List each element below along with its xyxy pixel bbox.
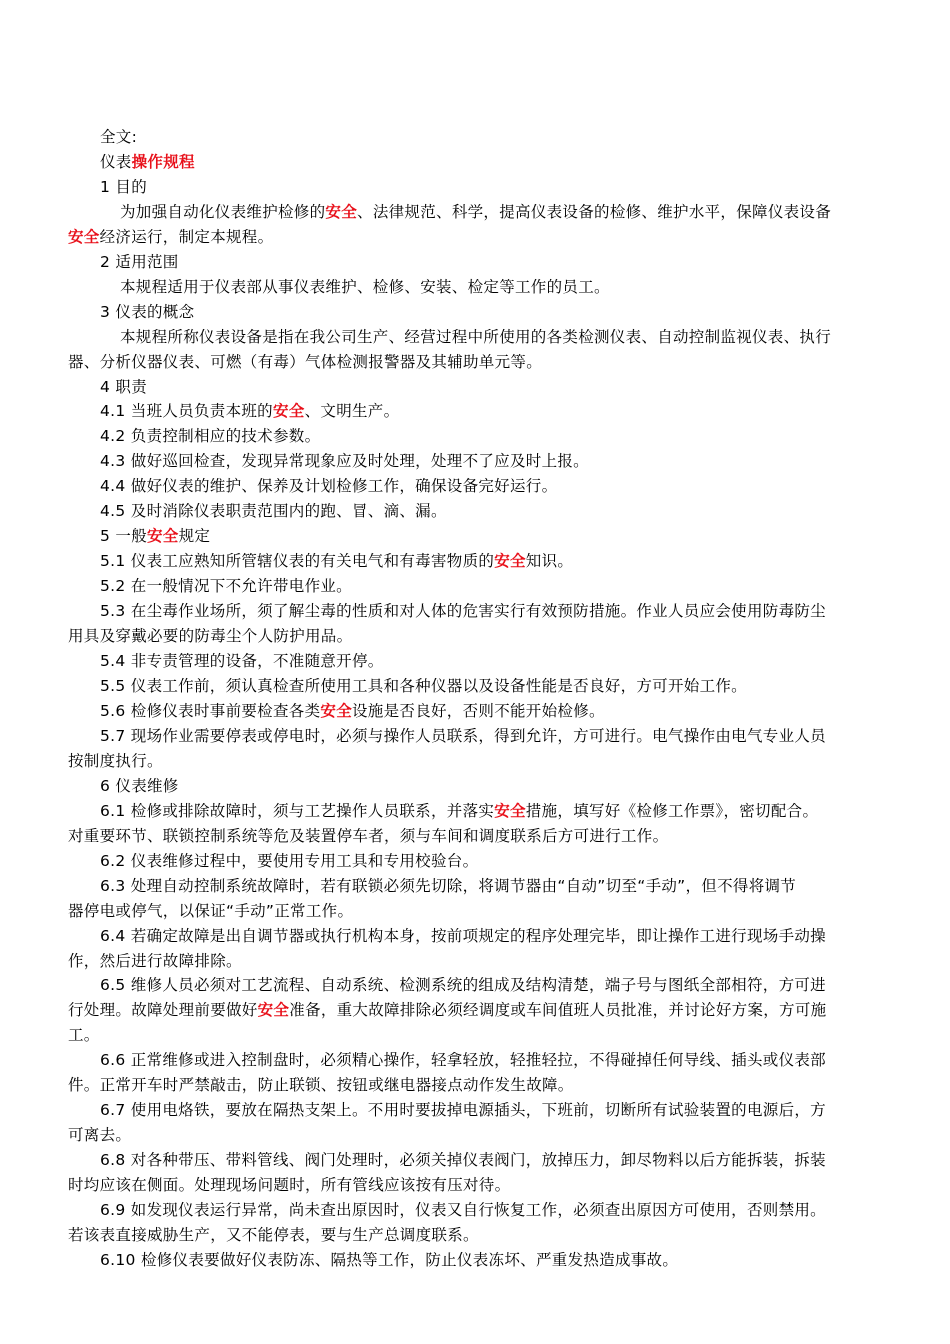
highlight-text: 安全 [257, 1001, 290, 1019]
text-line [120, 326, 831, 348]
text-run: 3 仪表的概念 [100, 303, 195, 321]
text-line [68, 1024, 100, 1046]
text-run: 5.3 在尘毒作业场所，须了解尘毒的性质和对人体的危害实行有效预防措施。作业人员应会使用防毒防尘 [100, 602, 826, 620]
text-line [68, 226, 273, 248]
text-run: 6.10 检修仪表要做好仪表防冻、隔热等工作，防止仪表冻坏、严重发热造成事故。 [100, 1251, 679, 1269]
text-line [68, 1124, 131, 1146]
text-run: 5.2 在一般情况下不允许带电作业。 [100, 577, 352, 595]
text-run: 工。 [68, 1026, 100, 1044]
text-line [120, 276, 610, 298]
highlight-text: 操作规程 [131, 153, 195, 171]
text-line [100, 550, 573, 572]
text-run: 4.1 当班人员负责本班的 [100, 402, 273, 420]
text-run: 作，然后进行故障排除。 [68, 952, 242, 970]
text-line [100, 1099, 826, 1121]
text-line [120, 201, 831, 223]
highlight-text: 安全 [320, 702, 352, 720]
text-run: 5.5 仪表工作前，须认真检查所使用工具和各种仪器以及设备性能是否良好，方可开始工作。 [100, 677, 747, 695]
text-line [100, 700, 605, 722]
text-run: 5.1 仪表工应熟知所管辖仪表的有关电气和有毒害物质的 [100, 552, 495, 570]
text-run: 5.4 非专责管理的设备，不准随意开停。 [100, 652, 384, 670]
text-run: 规定 [178, 527, 211, 545]
text-line [100, 675, 747, 697]
highlight-text: 安全 [272, 402, 305, 420]
text-run: 措施，填写好《检修工作票》，密切配合。 [525, 802, 819, 820]
text-run: 4.5 及时消除仪表职责范围内的跑、冒、滴、漏。 [100, 502, 447, 520]
text-line [100, 850, 478, 872]
text-run: 、文明生产。 [304, 402, 400, 420]
highlight-text: 安全 [494, 802, 526, 820]
text-run: 为加强自动化仪表维护检修的 [120, 203, 326, 221]
text-run: 行处理。故障处理前要做好 [68, 1001, 258, 1019]
section-heading [100, 525, 210, 547]
text-line [100, 475, 557, 497]
text-line [100, 974, 826, 996]
text-run: 、法律规范、科学，提高仪表设备的检修、维护水平，保障仪表设备 [357, 203, 832, 221]
highlight-text: 安全 [494, 552, 526, 570]
text-line [68, 825, 668, 847]
section-heading [100, 301, 194, 323]
text-line [100, 1249, 678, 1271]
section-heading [100, 376, 147, 398]
highlight-text: 安全 [147, 527, 179, 545]
text-line [100, 875, 796, 897]
text-run: 知识。 [525, 552, 574, 570]
text-run: 器、分析仪器仪表、可燃（有毒）气体检测报警器及其辅助单元等。 [68, 353, 543, 371]
text-line [100, 1049, 826, 1071]
text-run: 件。正常开车时严禁敲击，防止联锁、按钮或继电器接点动作发生故障。 [68, 1076, 574, 1094]
text-line [68, 999, 826, 1021]
text-line [100, 600, 826, 622]
text-line [100, 126, 137, 148]
highlight-text: 安全 [325, 203, 358, 221]
text-run: 6.2 仪表维修过程中，要使用专用工具和专用校验台。 [100, 852, 479, 870]
text-run: 1 目的 [100, 178, 147, 196]
text-line [100, 1199, 826, 1221]
text-line [68, 1074, 574, 1096]
text-line [100, 575, 352, 597]
text-line [68, 950, 242, 972]
text-run: 2 适用范围 [100, 253, 179, 271]
text-run: 6.1 检修或排除故障时，须与工艺操作人员联系，并落实 [100, 802, 495, 820]
text-run: 4.3 做好巡回检查，发现异常现象应及时处理，处理不了应及时上报。 [100, 452, 589, 470]
text-run: 仪表 [100, 153, 132, 171]
text-run: 按制度执行。 [68, 752, 163, 770]
text-run: 6.4 若确定故障是出自调节器或执行机构本身，按前项规定的程序处理完毕，即让操作工进行现场手动操 [100, 927, 826, 945]
highlight-text: 安全 [68, 228, 100, 246]
text-line [100, 725, 826, 747]
text-run: 本规程适用于仪表部从事仪表维护、检修、安装、检定等工作的员工。 [120, 278, 610, 296]
text-run: 准备，重大故障排除必须经调度或车间值班人员批准，并讨论好方案，方可施 [289, 1001, 827, 1019]
text-run: 4.4 做好仪表的维护、保养及计划检修工作，确保设备完好运行。 [100, 477, 558, 495]
section-heading [100, 251, 179, 273]
text-line [100, 925, 826, 947]
text-line [68, 625, 352, 647]
document-title [100, 151, 195, 173]
text-run: 6.3 处理自动控制系统故障时，若有联锁必须先切除，将调节器由“自动”切至“手动”，但不得将调节 [100, 877, 797, 895]
text-run: 全文: [100, 128, 138, 146]
text-run: 器停电或停气，以保证“手动”正常工作。 [68, 902, 354, 920]
text-run: 可离去。 [68, 1126, 132, 1144]
text-run: 6 仪表维修 [100, 777, 179, 795]
text-run: 6.8 对各种带压、带料管线、阀门处理时，必须关掉仪表阀门，放掉压力，卸尽物料以后方能拆装，拆装 [100, 1151, 826, 1169]
text-run: 5.6 检修仪表时事前要检查各类 [100, 702, 321, 720]
text-run: 设施是否良好，否则不能开始检修。 [352, 702, 605, 720]
text-line [100, 650, 384, 672]
text-run: 若该表直接威胁生产，又不能停表，要与生产总调度联系。 [68, 1226, 479, 1244]
text-run: 5 一般 [100, 527, 147, 545]
section-heading [100, 176, 147, 198]
text-line [100, 800, 818, 822]
text-run: 6.9 如发现仪表运行异常，尚未查出原因时，仪表又自行恢复工作，必须查出原因方可使用，否则禁用。 [100, 1201, 826, 1219]
text-line [68, 1224, 479, 1246]
text-line [100, 425, 320, 447]
text-run: 对重要环节、联锁控制系统等危及装置停车者，须与车间和调度联系后方可进行工作。 [68, 827, 669, 845]
text-run: 经济运行，制定本规程。 [99, 228, 274, 246]
text-run: 4 职责 [100, 378, 147, 396]
text-run: 时均应该在侧面。处理现场问题时，所有管线应该按有压对待。 [68, 1176, 511, 1194]
section-heading [100, 775, 179, 797]
text-run: 5.7 现场作业需要停表或停电时，必须与操作人员联系，得到允许，方可进行。电气操作由电气专业人员 [100, 727, 826, 745]
text-line [68, 351, 542, 373]
text-run: 6.7 使用电烙铁，要放在隔热支架上。不用时要拔掉电源插头，下班前，切断所有试验装置的电源后，方 [100, 1101, 826, 1119]
text-run: 4.2 负责控制相应的技术参数。 [100, 427, 321, 445]
text-line [100, 450, 589, 472]
text-line [100, 500, 447, 522]
text-run: 6.6 正常维修或进入控制盘时，必须精心操作，轻拿轻放，轻推轻拉，不得碰掉任何导线、插头或仪表部 [100, 1051, 826, 1069]
text-line [100, 400, 399, 422]
text-line [68, 1174, 510, 1196]
text-run: 6.5 维修人员必须对工艺流程、自动系统、检测系统的组成及结构清楚，端子号与图纸全部相符，方可进 [100, 976, 826, 994]
text-line [100, 1149, 826, 1171]
text-run: 用具及穿戴必要的防毒尘个人防护用品。 [68, 627, 353, 645]
text-run: 本规程所称仪表设备是指在我公司生产、经营过程中所使用的各类检测仪表、自动控制监视仪表、执行 [120, 328, 832, 346]
text-line [68, 750, 163, 772]
text-line [68, 900, 353, 922]
